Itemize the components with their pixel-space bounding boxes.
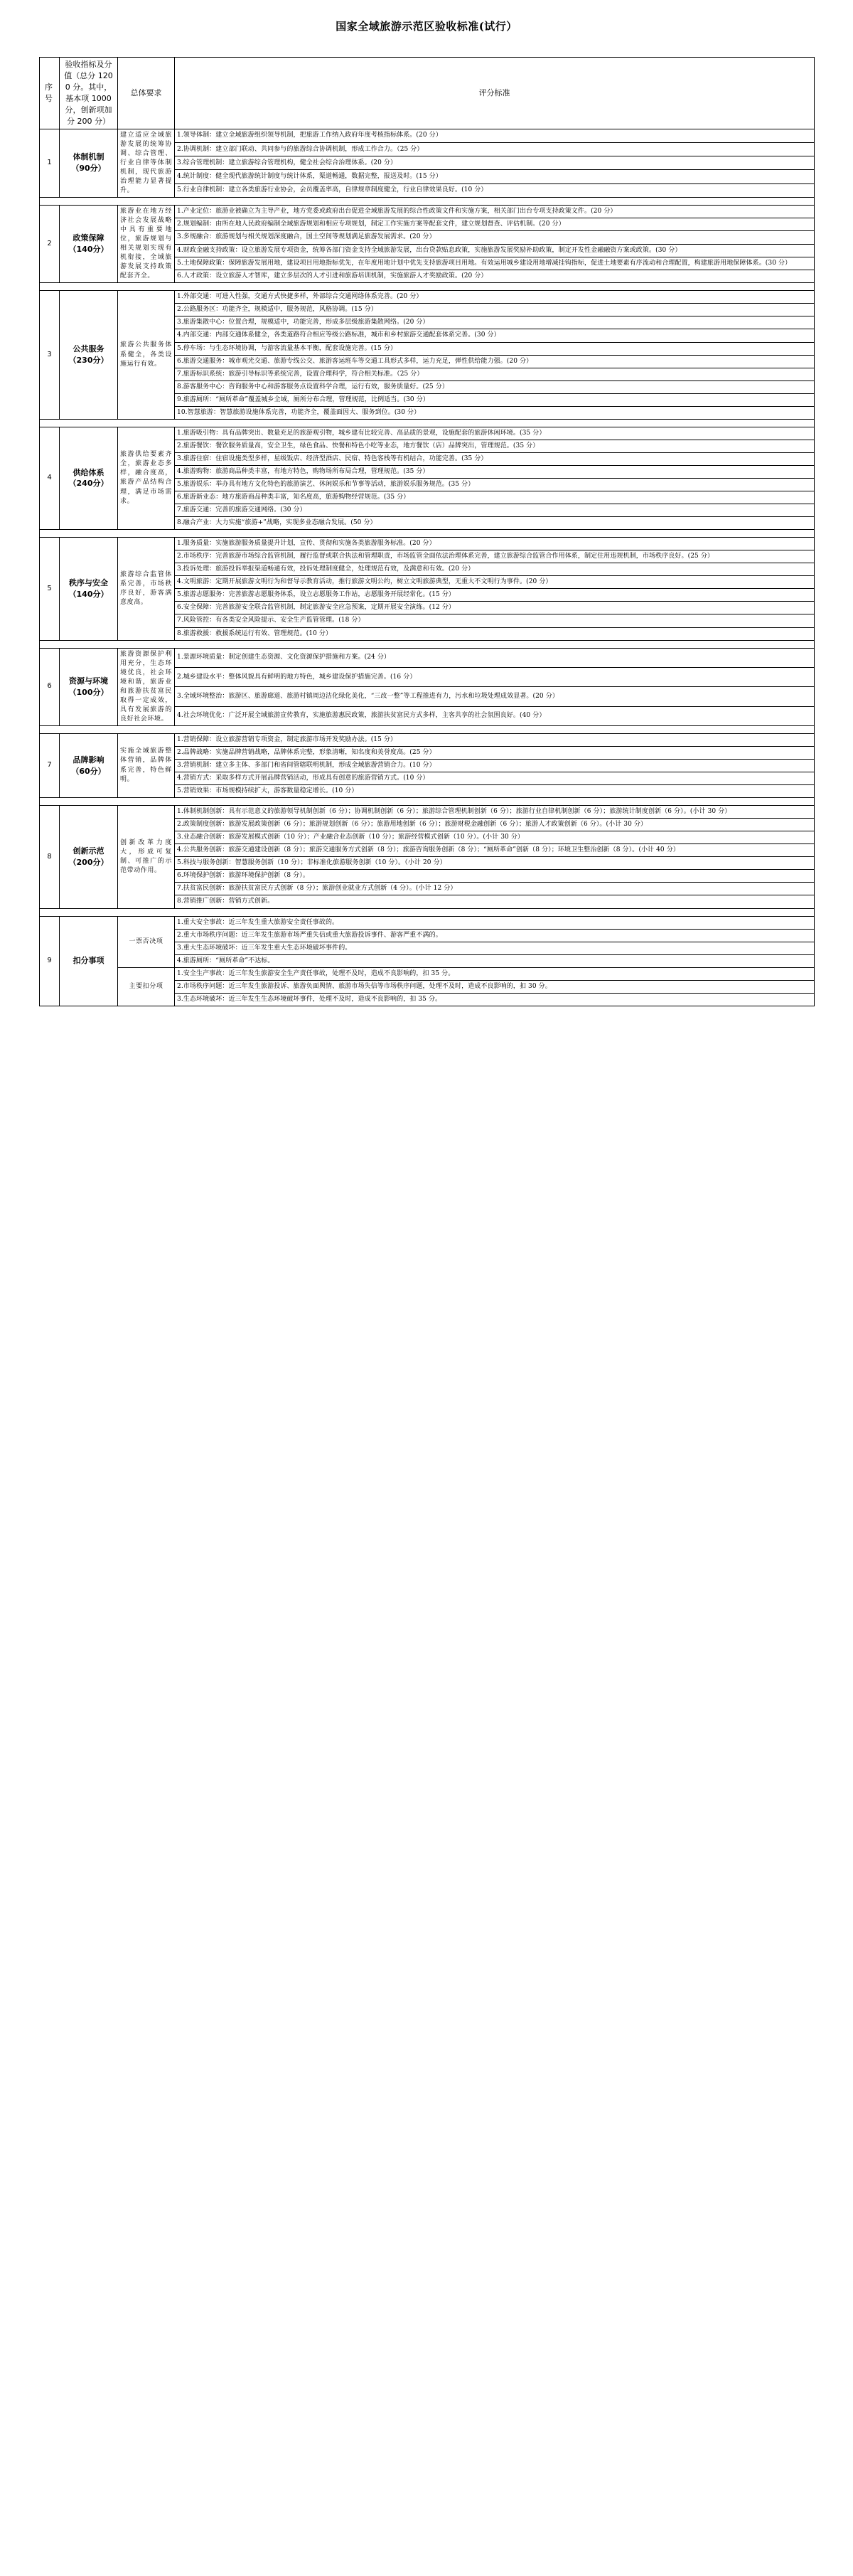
criteria-item: 1.领导体制：建立全域旅游组织领导机制，把旅游工作纳入政府年度考核指标体系。(20 分） <box>175 129 815 142</box>
row-indicator <box>60 129 118 197</box>
criteria-item: 6.安全保障：完善旅游安全联合监管机制，制定旅游安全应急预案，定期开展安全演练。(12 分） <box>175 602 815 614</box>
table-row <box>40 205 815 218</box>
indicator-score: （230分） <box>68 356 109 366</box>
indicator-score: （200分） <box>68 857 109 867</box>
criteria-item: 4.文明旅游：定期开展旅游文明行为和督导示教育活动，推行旅游文明公约，树立文明旅游典型，无重大不文明行为事件。(20 分） <box>175 576 815 589</box>
criteria-item: 2.市场秩序：完善旅游市场综合监管机制，履行监督或联合执法和管理职责，市场监管全面依法治理体系完善，建立旅游综合监管合作用体系，制定住用违规机制，市场秩序良好。(25 分） <box>175 550 815 563</box>
row-seq: 9 <box>40 916 60 1006</box>
row-seq: 5 <box>40 538 60 640</box>
indicator-name: 创新示范 <box>73 846 104 856</box>
indicator-name: 政策保障 <box>73 233 104 243</box>
section-spacer <box>40 530 815 538</box>
table-row <box>40 291 815 304</box>
indicator-score: （240分） <box>68 479 109 489</box>
section-spacer <box>40 908 815 916</box>
criteria-item: 3.重大生态环境破坏：近三年发生重大生态环境破坏事件的。 <box>175 942 815 954</box>
section-spacer-cell <box>40 640 815 648</box>
criteria-item: 2.协调机制：建立部门联动、共同参与的旅游综合协调机制，形成工作合力。（25 分） <box>175 142 815 156</box>
section-spacer-cell <box>40 908 815 916</box>
criteria-item: 2.旅游餐饮：餐饮服务质量高，安全卫生，绿色食品、快餐和特色小吃等业态，地方餐饮（店）品牌突出，管理规范。(35 分） <box>175 440 815 452</box>
criteria-item: 3.业态融合创新：旅游发展模式创新（10 分）；产业融合业态创新（10 分）；旅游经营模式创新（10 分）。(小计 30 分） <box>175 831 815 844</box>
criteria-item: 8.融合产业：大力实施“旅游+”战略，实现多业态融合发展。(50 分） <box>175 517 815 530</box>
row-requirement: 旅游综合监管体系完善，市场秩序良好，游客满意度高。 <box>118 538 175 640</box>
criteria-item: 6.人才政策：设立旅游人才智库，建立多层次的人才引进和旅游培训机制，实施旅游人才奖励政策。(20 分） <box>175 270 815 283</box>
criteria-item: 4.旅游购物：旅游商品种类丰富，有地方特色，购物场所布局合理，管理规范。(35 分） <box>175 465 815 478</box>
table-head <box>40 58 815 129</box>
table-row <box>40 427 815 440</box>
standards-table-wrapper <box>39 57 814 1006</box>
row-seq: 1 <box>40 129 60 197</box>
criteria-item: 4.旅游厕所：“厕所革命”不达标。 <box>175 954 815 967</box>
criteria-item: 5.科技与服务创新：智慧服务创新（10 分）；非标准化旅游服务创新（10 分）。（小计 20 分） <box>175 857 815 870</box>
table-row <box>40 129 815 142</box>
criteria-item: 8.游客服务中心：咨询服务中心和游客服务点设置科学合理，运行有效，服务质量好。(25 分） <box>175 380 815 393</box>
criteria-item: 4.公共服务创新：旅游交通建设创新（8 分）；旅游交通服务方式创新（8 分）；旅游咨询服务创新（8 分）；“厕所革命”创新（8 分）；环境卫生整治创新（8 分）。(小计 40 分） <box>175 844 815 857</box>
criteria-item: 7.扶贫富民创新：旅游扶贫富民方式创新（8 分）；旅游创业就业方式创新（4 分）。(小计 12 分） <box>175 883 815 895</box>
table-row <box>40 538 815 550</box>
row-requirement: 旅游供给要素齐全，旅游业态多样，融合度高，旅游产品结构合理，满足市场需求。 <box>118 427 175 529</box>
criteria-item: 5.旅游娱乐：举办具有地方文化特色的旅游演艺、休闲娱乐和节事等活动，旅游娱乐服务规范。(35 分） <box>175 478 815 491</box>
row-seq: 4 <box>40 427 60 529</box>
criteria-item: 2.市场秩序问题：近三年发生旅游投诉、旅游负面舆情、旅游市场失信等市场秩序问题，处理不及时，造成不良影响的，扣 30 分。 <box>175 980 815 993</box>
criteria-item: 3.全域环境整治：旅游区、旅游廊道、旅游村镇周边洁化绿化美化，“三改一整”等工程推进有力，污水和垃圾处理成效显著。(20 分） <box>175 687 815 706</box>
section-spacer <box>40 725 815 733</box>
document-page <box>0 0 853 1006</box>
indicator-name: 品牌影响 <box>73 755 104 765</box>
criteria-item: 3.生态环境破坏：近三年发生生态环境破坏事件，处理不及时，造成不良影响的，扣 35 分。 <box>175 993 815 1006</box>
criteria-item: 7.旅游标识系统：旅游引导标识等系统完善，设置合理科学，符合相关标准。（25 分） <box>175 368 815 380</box>
criteria-item: 4.统计制度：健全现代旅游统计制度与统计体系，渠道畅通，数据完整，报送及时。(15 分） <box>175 170 815 183</box>
indicator-score: （90分） <box>71 164 106 174</box>
row-requirement: 旅游公共服务体系健全，各类设施运行有效。 <box>118 291 175 419</box>
criteria-item: 5.行业自律机制：建立各类旅游行业协会，会员覆盖率高，自律规章制度健全，行业自律效果良好。(10 分） <box>175 183 815 197</box>
criteria-item: 4.社会环境优化：广泛开展全域旅游宣传教育，实施旅游惠民政策，旅游扶贫富民方式多样，主客共享的社会氛围良好。(40 分） <box>175 706 815 725</box>
criteria-item: 1.产业定位：旅游业被确立为主导产业，地方党委或政府出台促进全域旅游发展的综合性政策文件和实施方案，相关部门出台专项支持政策文件。(20 分） <box>175 205 815 218</box>
column-header-requirement: 总体要求 <box>118 58 175 129</box>
section-spacer <box>40 197 815 205</box>
row-seq: 2 <box>40 205 60 282</box>
criteria-item: 4.营销方式：采取多样方式开展品牌营销活动，形成具有创意的旅游营销方式。(10 分） <box>175 772 815 785</box>
criteria-item: 2.品牌战略：实施品牌营销战略，品牌体系完整，形象清晰，知名度和美誉度高。(25 分） <box>175 746 815 759</box>
indicator-score: （140分） <box>68 589 109 599</box>
row-requirement: 主要扣分项 <box>118 967 175 1006</box>
row-seq: 8 <box>40 806 60 908</box>
criteria-item: 3.旅游住宿：住宿设施类型多样，星级饭店、经济型酒店、民宿、特色客栈等有机结合，功能完善。(35 分） <box>175 452 815 465</box>
row-seq: 7 <box>40 733 60 797</box>
criteria-item: 1.营销保障：设立旅游营销专项资金，制定旅游市场开发奖励办法。(15 分） <box>175 733 815 746</box>
row-requirement: 一票否决项 <box>118 916 175 967</box>
section-spacer-cell <box>40 419 815 427</box>
table-row <box>40 806 815 819</box>
row-seq: 3 <box>40 291 60 419</box>
section-spacer-cell <box>40 283 815 291</box>
criteria-item: 1.重大安全事故：近三年发生重大旅游安全责任事故的。 <box>175 916 815 929</box>
criteria-item: 4.内部交通：内部交通体系健全，各类道路符合相应等级公路标准，城市和乡村旅游交通配套体系完善。(30 分） <box>175 329 815 342</box>
section-spacer-cell <box>40 798 815 806</box>
section-spacer-cell <box>40 725 815 733</box>
criteria-item: 4.财政金融支持政策：设立旅游发展专项资金，统筹各部门资金支持全域旅游发展，出台贷款贴息政策，实施旅游发展奖励补助政策，制定开发性金融融资方案或政策。(30 分） <box>175 244 815 257</box>
indicator-name: 体制机制 <box>73 152 104 162</box>
criteria-item: 6.环境保护创新：旅游环境保护创新（8 分）。 <box>175 870 815 883</box>
criteria-item: 2.政策制度创新：旅游发展政策创新（6 分）；旅游规划创新（6 分）；旅游用地创新（6 分）；旅游财税金融创新（6 分）；旅游人才政策创新（6 分）。(小计 30 分） <box>175 819 815 831</box>
criteria-item: 5.营销效果：市场规模持续扩大，游客数量稳定增长。(10 分） <box>175 785 815 798</box>
criteria-item: 1.景源环境质量：制定创建生态资源、文化资源保护措施和方案。(24 分） <box>175 648 815 667</box>
criteria-item: 9.旅游厕所：“厕所革命”覆盖城乡全域，厕所分布合理，管理规范，比例适当。(30 分） <box>175 393 815 406</box>
row-indicator <box>60 538 118 640</box>
criteria-item: 1.外部交通：可进入性强，交通方式快捷多样，外部综合交通网络体系完善。(20 分） <box>175 291 815 304</box>
criteria-item: 3.营销机制：建立多主体、多部门和省间管辖联明机制，形成全域旅游营销合力。(10 分） <box>175 760 815 772</box>
row-indicator <box>60 205 118 282</box>
criteria-item: 8.营销推广创新：营销方式创新。 <box>175 895 815 908</box>
column-header-indicator: 验收指标及分值（总分 1200 分。其中，基本项 1000 分，创新项加分 200 分） <box>60 58 118 129</box>
section-spacer <box>40 640 815 648</box>
indicator-name: 公共服务 <box>73 344 104 354</box>
indicator-name: 秩序与安全 <box>69 578 108 587</box>
indicator-name: 资源与环境 <box>69 676 108 686</box>
section-spacer <box>40 798 815 806</box>
criteria-item: 2.重大市场秩序问题：近三年发生旅游市场严重失信或重大旅游投诉事件、游客严重不满的。 <box>175 929 815 942</box>
table-row <box>40 733 815 746</box>
column-header-seq: 序号 <box>40 58 60 129</box>
table-header-row <box>40 58 815 129</box>
criteria-item: 1.旅游吸引物：具有品牌突出、数量充足的旅游观引物，城乡建有比较完善、高品质的景观，设施配套的旅游休闲环境。(35 分） <box>175 427 815 440</box>
row-indicator <box>60 733 118 797</box>
indicator-score: （60分） <box>71 766 106 776</box>
row-indicator: 扣分事项 <box>60 916 118 1006</box>
criteria-item: 2.公路服务区：功能齐全，规模适中，服务规范，风格协调。(15 分） <box>175 304 815 316</box>
section-spacer <box>40 283 815 291</box>
criteria-item: 3.投诉处理：旅游投诉举报渠道畅通有效，投诉处理制度健全，处理规范有效，及满意和有效。(20 分） <box>175 563 815 576</box>
criteria-item: 6.旅游新业态：地方旅游商品种类丰富，知名度高，旅游购物经营规范。(35 分） <box>175 491 815 504</box>
row-indicator <box>60 806 118 908</box>
criteria-item: 1.服务质量：实施旅游服务质量提升计划，宣传、贯彻和实施各类旅游服务标准。(20 分） <box>175 538 815 550</box>
row-requirement: 实施全域旅游整体营销，品牌体系完善，特色鲜明。 <box>118 733 175 797</box>
table-row <box>40 967 815 980</box>
criteria-item: 8.旅游救援：救援系统运行有效、管理规范。(10 分） <box>175 627 815 640</box>
column-header-criteria: 评分标准 <box>175 58 815 129</box>
row-requirement: 旅游资源保护利用充分，生态环境优良，社会环境和谐，旅游业和旅游扶贫富民取得一定成效，具有发展旅游的良好社会环境。 <box>118 648 175 725</box>
criteria-item: 1.体制机制创新：具有示范意义的旅游领导机制创新（6 分）；协调机制创新（6 分）；旅游综合管理机制创新（6 分）；旅游行业自律机制创新（6 分）；旅游统计制度创新（6 分）。(小计 30 分） <box>175 806 815 819</box>
page-title: 国家全域旅游示范区验收标准(试行） <box>336 20 517 33</box>
criteria-item: 3.综合管理机制：建立旅游综合管理机构，健全社会综合治理体系。(20 分） <box>175 156 815 170</box>
criteria-item: 3.旅游集散中心：位置合理，规模适中，功能完善，形成多层级旅游集散网络。(20 分） <box>175 316 815 329</box>
row-requirement: 创新改革力度大，形成可复制、可推广的示范带动作用。 <box>118 806 175 908</box>
criteria-item: 2.规划编制：由所在地人民政府编制全域旅游规划和相应专项规划，制定工作实施方案等配套文件，建立规划督查、评估机制。(20 分） <box>175 218 815 231</box>
criteria-item: 10.智慧旅游：智慧旅游设施体系完善，功能齐全，覆盖面因大、服务到位。(30 分） <box>175 406 815 419</box>
section-spacer-cell <box>40 530 815 538</box>
criteria-item: 7.风险管控：有各类安全风险提示、安全生产监管管理。(18 分） <box>175 614 815 627</box>
criteria-item: 2.城乡建设水平：整体风貌具有鲜明的地方特色，城乡建设保护措施完善。(16 分） <box>175 667 815 686</box>
criteria-item: 6.旅游交通服务：城市观光交通、旅游专线公交、旅游客运班车等交通工具形式多样，运力充足，弹性供给能力强。(20 分） <box>175 355 815 368</box>
section-spacer <box>40 419 815 427</box>
section-spacer-cell <box>40 197 815 205</box>
criteria-item: 5.旅游志愿服务：完善旅游志愿服务体系，设立志愿服务工作站，志愿服务开展经常化。(15 分） <box>175 589 815 602</box>
criteria-item: 1.安全生产事故：近三年发生旅游安全生产责任事故，处理不及时，造成不良影响的，扣 35 分。 <box>175 967 815 980</box>
criteria-item: 3.多规融合：旅游规划与相关规划深度融合，国土空间等规划满足旅游发展需求。(20 分） <box>175 231 815 244</box>
row-indicator <box>60 427 118 529</box>
row-indicator <box>60 291 118 419</box>
criteria-item: 5.停车场：与生态环境协调，与游客流量基本平衡，配套设施完善。(15 分） <box>175 342 815 355</box>
row-requirement: 旅游业在地方经济社会发展战略中具有重要地位，旅游规划与相关规划实现有机衔接，全域旅游发展支持政策配套齐全。 <box>118 205 175 282</box>
criteria-item: 5.土地保障政策：保障旅游发展用地，建设项目用地指标优先，在年度用地计划中优先支持旅游项目用地。有效运用城乡建设用地增减挂钩指标，促进土地要素有序流动和合理配置，构建旅游用地保障体系。(30 分） <box>175 257 815 270</box>
table-body <box>40 129 815 1006</box>
row-indicator <box>60 648 118 725</box>
table-row <box>40 916 815 929</box>
indicator-score: （100分） <box>68 687 109 697</box>
indicator-score: （140分） <box>68 245 109 255</box>
indicator-name: 供给体系 <box>73 467 104 477</box>
criteria-item: 7.旅游交通：完善的旅游交通网络。(30 分） <box>175 504 815 517</box>
standards-table <box>39 57 815 1006</box>
row-seq: 6 <box>40 648 60 725</box>
table-row <box>40 648 815 667</box>
row-requirement: 建立适应全域旅游发展的统筹协调、综合管理、行业自律等体制机制，现代旅游治理能力显著提升。 <box>118 129 175 197</box>
